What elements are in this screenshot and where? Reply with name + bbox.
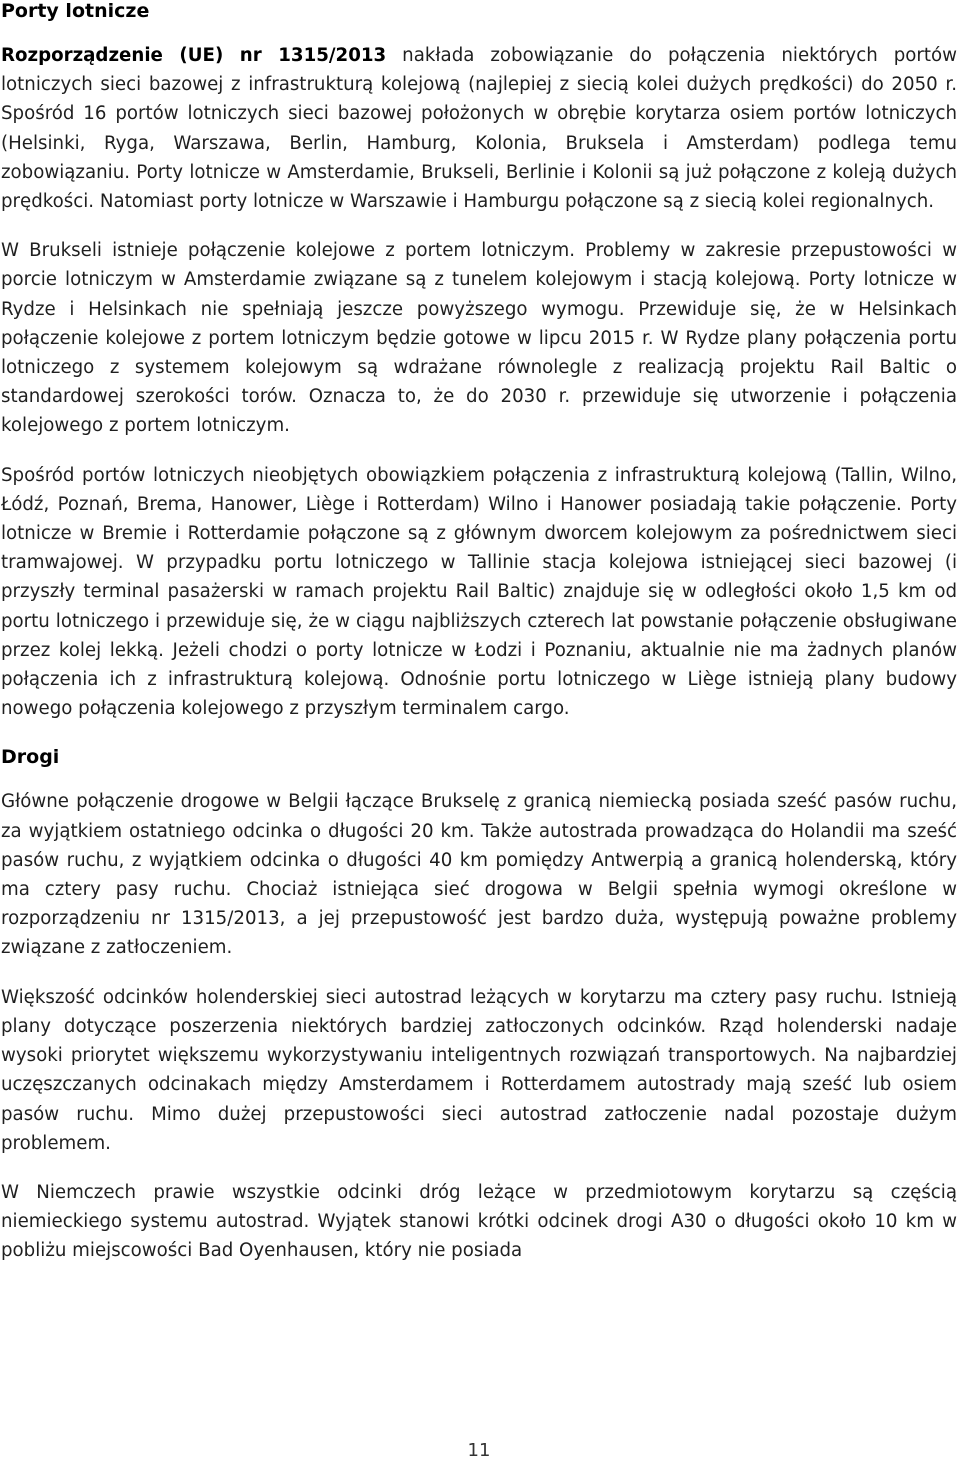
airports-paragraph-2: W Brukseli istnieje połączenie kolejowe z portem lotniczym. Problemy w zakresie przepustowości w porcie lotniczym w Amsterdamie związane są z tunelem kolejowym i stacją kolejową. Porty lotnicze w Rydze i Helsinkach nie spełniają jeszcze powyższego wymogu. Przewiduje się, że w Helsinkach połączenie kolejowe z portem lotniczym będzie gotowe w lipcu 2015 r. W Rydze plany połączenia portu lotniczego z systemem kolejowym są wdrażane równolegle z realizacją projektu Rail Baltic o standardowej szerokości torów. Oznacza to, że do 2030 r. przewiduje się utworzenie i połączenia kolejowego z portem lotniczym. xyxy=(1,240,957,437)
spacer xyxy=(1,963,957,983)
page-number: 11 xyxy=(467,1440,491,1461)
spacer xyxy=(1,1158,957,1178)
airports-paragraph-1-text: nakłada zobowiązanie do połączenia niektórych portów lotniczych sieci bazowej z infrastrukturą kolejową (najlepiej z siecią kolei dużych prędkości) do 2050 r. Spośród 16 portów lotniczych sieci bazowej położonych w obrębie korytarza osiem portów lotniczych (Helsinki, Ryga, Warszawa, Berlin, Hamburg, Kolonia, Bruksela i Amsterdam) podlega temu zobowiązaniu. Porty lotnicze w Amsterdamie, Brukseli, Berlinie i Kolonii są już połączone z koleją dużych prędkości. Natomiast porty lotnicze w Warszawie i Hamburgu połączone są z siecią kolei regionalnych. xyxy=(1,45,958,213)
airports-paragraph-1 xyxy=(1,41,957,216)
roads-paragraph-3: W Niemczech prawie wszystkie odcinki dróg leżące w przedmiotowym korytarzu są częścią niemieckiego systemu autostrad. Wyjątek stanowi krótki odcinek drogi A30 o długości około 10 km w pobliżu miejscowości Bad Oyenhausen, który nie posiada xyxy=(1,1181,957,1262)
spacer xyxy=(1,25,957,41)
spacer xyxy=(1,216,957,236)
airports-paragraph-3: Spośród portów lotniczych nieobjętych obowiązkiem połączenia z infrastrukturą kolejową (Tallin, Wilno, Łódź, Poznań, Brema, Hanower, Liège i Rotterdam) Wilno i Hanower posiadają takie połączenie. Porty lotnicze w Bremie i Rotterdamie połączone są z głównym dworcem kolejowym za pośrednictwem sieci tramwajowej. W przypadku portu lotniczego w Tallinie stacja kolejowa istniejącej sieci bazowej (i przyszły terminal pasażerski w ramach projektu Rail Baltic) znajduje się w odległości około 1,5 km od portu lotniczego i przewiduje się, że w ciągu najbliższych czterech lat powstanie połączenie obsługiwane przez kolej lekką. Jeżeli chodzi o porty lotnicze w Łodzi i Poznaniu, aktualnie nie ma żadnych planów połączenia ich z infrastrukturą kolejową. Odnośnie portu lotniczego w Liège istnieją plany budowy nowego połączenia kolejowego z przyszłym terminalem cargo. xyxy=(1,464,957,720)
section-heading-airports: Porty lotnicze xyxy=(1,0,150,22)
roads-paragraph-1: Główne połączenie drogowe w Belgii łączące Brukselę z granicą niemiecką posiada sześć pasów ruchu, za wyjątkiem ostatniego odcinka o długości 20 km. Także autostrada prowadząca do Holandii ma sześć pasów ruchu, z wyjątkiem odcinka o długości 40 km pomiędzy Antwerpią a granicą holenderską, który ma cztery pasy ruchu. Chociaż istniejąca sieć drogowa w Belgii spełnia wymogi określone w rozporządzeniu nr 1315/2013, a jej przepustowość jest bardzo duża, występują poważne problemy związane z zatłoczeniem. xyxy=(1,791,957,959)
spacer xyxy=(1,771,957,787)
section-heading-roads: Drogi xyxy=(1,746,60,769)
spacer xyxy=(1,723,957,743)
spacer xyxy=(1,441,957,461)
regulation-reference: Rozporządzenie (UE) nr 1315/2013 xyxy=(1,45,387,66)
roads-paragraph-2: Większość odcinków holenderskiej sieci autostrad leżących w korytarzu ma cztery pasy ruchu. Istnieją plany dotyczące poszerzenia niektórych bardziej zatłoczonych odcinków. Rząd holenderski nadaje wysoki priorytet większemu wykorzystywaniu inteligentnych rozwiązań transportowych. Na najbardziej uczęszczanych odcinakach między Amsterdamem i Rotterdamem autostrady mają sześć lub osiem pasów ruchu. Mimo dużej przepustowości sieci autostrad zatłoczenie nadal pozostaje dużym problemem. xyxy=(1,986,957,1154)
